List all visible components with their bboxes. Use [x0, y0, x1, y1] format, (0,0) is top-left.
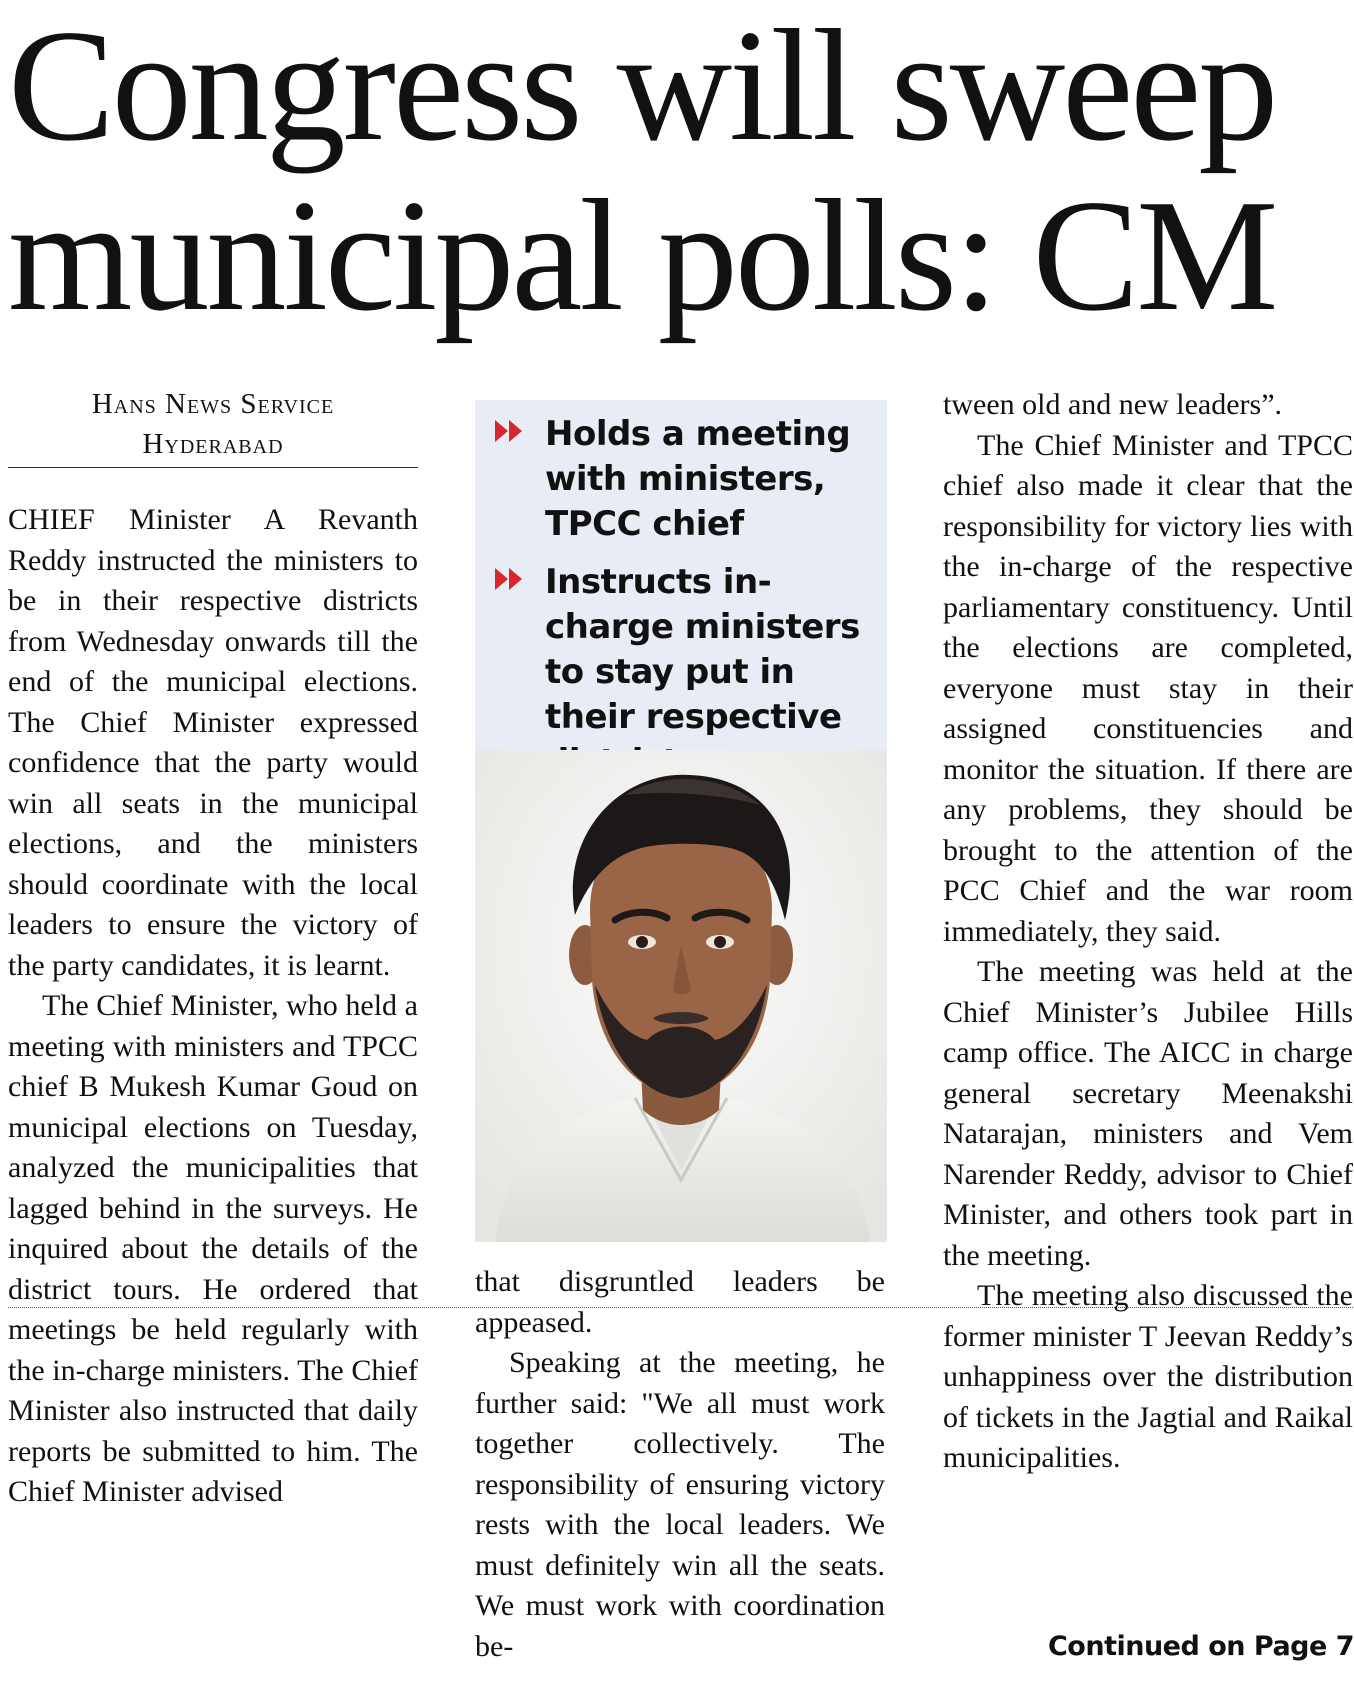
article-column-2	[475, 1262, 885, 1667]
byline-location: Hyderabad	[142, 428, 284, 460]
article-paragraph: The meeting also discussed the former minister T Jeevan Reddy’s unhappiness over the distribution of tickets in the Jagtial and Raikal municipalities.	[943, 1279, 1353, 1474]
article-paragraph: The Chief Minister, who held a meeting with ministers and TPCC chief B Mukesh Kumar Goud on municipal elections on Tuesday, analyzed the municipalities that lagged behind in the surveys. He inquired about the details of the district tours. He ordered that meetings be held regularly with the in-charge ministers. The Chief Minister also instructed that daily reports be submitted to him. The Chief Minister advised	[8, 989, 418, 1508]
headline-line-1: Congress will sweep	[8, 0, 1276, 174]
portrait-photo-icon	[475, 750, 887, 1242]
article-paragraph: The Chief Minister and TPCC chief also made it clear that the responsibility for victory lies with the in-charge of the respective parliamentary constituency. Until the elections are completed, everyone must stay in their assigned constituencies and monitor the situation. If there are any problems, they should be brought to the attention of the PCC Chief and the war room immediately, they said.	[943, 428, 1353, 948]
highlight-item	[495, 412, 885, 547]
article-paragraph: Speaking at the meeting, he further said: "We all must work together collectively. The responsibility of ensuring victory rests with the local leaders. We must definitely win all the seats. We must work with coordination be-	[475, 1346, 885, 1663]
byline-agency: Hans News Service	[91, 388, 335, 420]
highlight-text: Instructs in-charge ministers to stay put in their respective	[545, 562, 860, 737]
highlights-box	[475, 400, 887, 750]
headline-line-2: municipal polls: CM	[8, 166, 1276, 344]
continued-on-page-link[interactable]: Continued on Page 7	[1047, 1631, 1354, 1662]
double-arrow-icon	[495, 568, 525, 590]
headline	[8, 0, 1348, 344]
article-paragraph: that disgruntled leaders be appeased.	[475, 1265, 885, 1339]
portrait-photo	[475, 750, 887, 1242]
article-paragraph: tween old and new leaders”.	[943, 388, 1283, 421]
article-paragraph: The meeting was held at the Chief Minister’s Jubilee Hills camp office. The AICC in charge general secretary Meenakshi Natarajan, ministers and Vem Narender Reddy, advisor to Chief Minister, and others took part in the meeting.	[943, 955, 1353, 1272]
article-column-3	[943, 385, 1353, 1479]
byline-divider	[8, 467, 418, 468]
byline	[8, 384, 418, 464]
article-column-1	[8, 500, 418, 1513]
double-arrow-icon	[495, 420, 525, 442]
article-paragraph: CHIEF Minister A Revanth Reddy instructed the ministers to be in their respective districts from Wednesday onwards till the end of the municipal elections. The Chief Minister expressed confidence that the party would win all seats in the municipal elections, and the ministers should coordinate with the local leaders to ensure the victory of the party candidates, it is learnt.	[8, 503, 418, 982]
highlight-text: Holds a meeting with ministers, TPCC chief	[545, 414, 851, 544]
